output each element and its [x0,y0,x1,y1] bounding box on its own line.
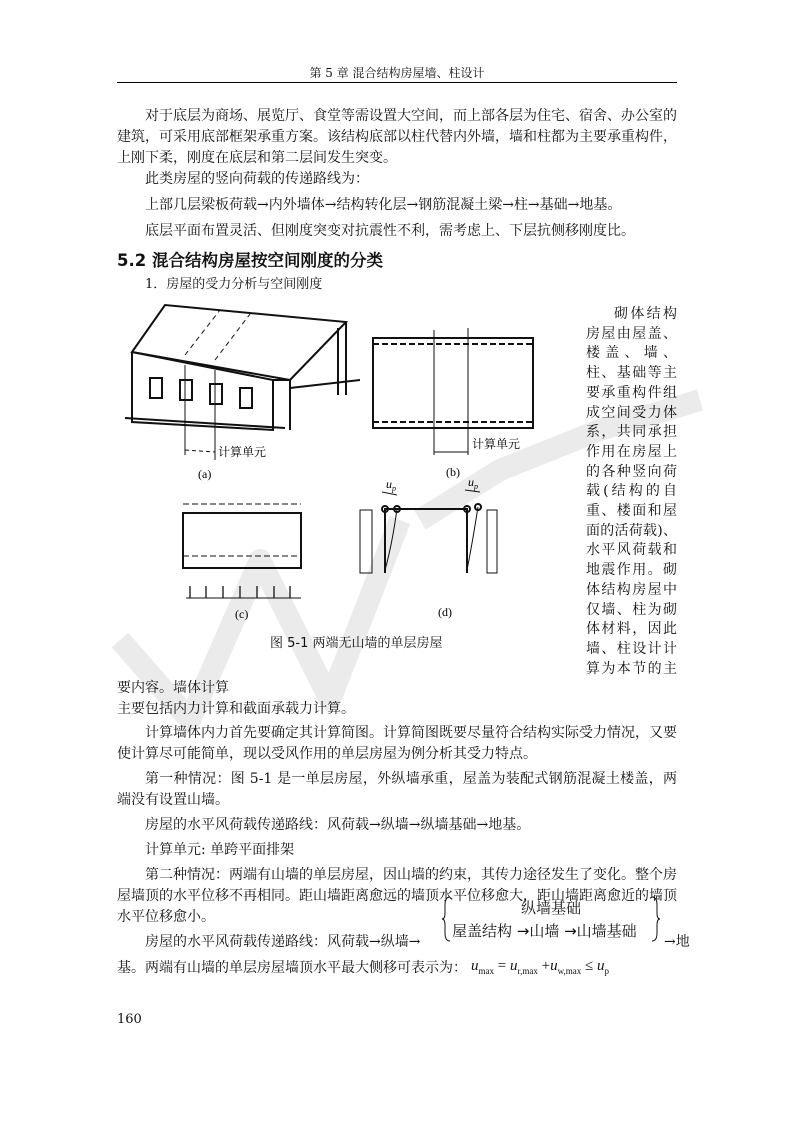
up-label-right: $u_p$ [468,475,478,491]
running-header: 第 5 章 混合结构房屋墙、柱设计 [309,66,485,80]
list-item: 1．房屋的受力分析与空间刚度 [145,277,323,292]
paragraph: 对于底层为商场、展览厅、食堂等需设置大空间，而上部各层为住宅、宿舍、办公室的建筑，可采用底部框架承重方案。该结构底部以柱代替内外墙，墙和柱都为主要承重构件，上刚下柔，刚度在底层和第二层间发生突变。 [117,108,677,166]
paragraph-end: →地 [664,934,690,950]
paragraph: 房屋的水平风荷载传递路线：风荷载→纵墙→ [145,934,421,950]
body-flow [117,305,677,928]
paragraph: 底层平面布置灵活、但刚度突变对抗震性不利，需考虑上、下层抗侧移刚度比。 [145,223,635,239]
label-b: (b) [446,465,460,479]
header-rule [117,82,677,83]
page-number: 160 [117,1012,142,1027]
max-displacement-formula: $u_{max} = u_{r,max} +u_{w,max} \le u_p$ [471,958,609,976]
calc-unit-label-b: 计算单元 [472,437,521,451]
up-label-left: $u_p$ [386,477,396,493]
label-a: (a) [198,467,212,481]
brace-bottom: 屋盖结构 →山墙 →山墙基础 [452,922,637,940]
calc-unit-label-a: 计算单元 [218,445,267,459]
paragraph: 计算单元: 单跨平面排架 [145,842,295,859]
figure-spacer [117,305,586,662]
label-c: (c) [235,607,249,621]
paragraph: 主要包括内力计算和截面承载力计算。 [117,701,355,718]
side-paragraph: 砌体结构房屋由屋盖、楼盖、墙、柱、基础等主要承重构件组成空间受力体系，共同承担作用在房屋上的各种竖向荷载(结构的自重、楼面和屋面的活荷载)、水平风荷载和地震作用。砌体结构房屋中仅墙、柱为砌体材料，因此墙、柱设计计算为本节的主要内容。墙体计算 [117,306,677,697]
paragraph: 基。两端有山墙的单层房屋墙顶水平最大侧移可表示为： [117,960,467,976]
figure-caption: 图 5-1 两端无山墙的单层房屋 [270,636,443,651]
label-d: (d) [438,605,452,619]
load-path-brace [442,895,660,943]
paragraph: 第二种情况：两端有山墙的单层房屋，因山墙的约束，其传力途径发生了变化。整个房屋墙顶的水平位移不再相同。距山墙距离愈远的墙顶水平位移愈大，距山墙距离愈近的墙顶水平位移愈小。 [117,867,677,926]
brace-top: 纵墙基础 [520,899,581,917]
paragraph: 此类房屋的竖向荷载的传递路线为： [145,171,369,187]
paragraph: 房屋的水平风荷载传递路线：风荷载→纵墙→纵墙基础→地基。 [145,817,531,834]
paragraph: 计算墙体内力首先要确定其计算简图。计算简图既要尽量符合结构实际受力情况，又要使计算尽可能简单，现以受风作用的单层房屋为例分析其受力特点。 [117,725,677,763]
section-heading: 5.2 混合结构房屋按空间刚度的分类 [117,251,383,270]
paragraph: 上部几层梁板荷载→内外墙体→结构转化层→钢筋混凝土梁→柱→基础→地基。 [145,197,622,213]
paragraph: 第一种情况：图 5-1 是一单层房屋，外纵墙承重，屋盖为装配式钢筋混凝土楼盖，两端没有设置山墙。 [117,771,677,809]
